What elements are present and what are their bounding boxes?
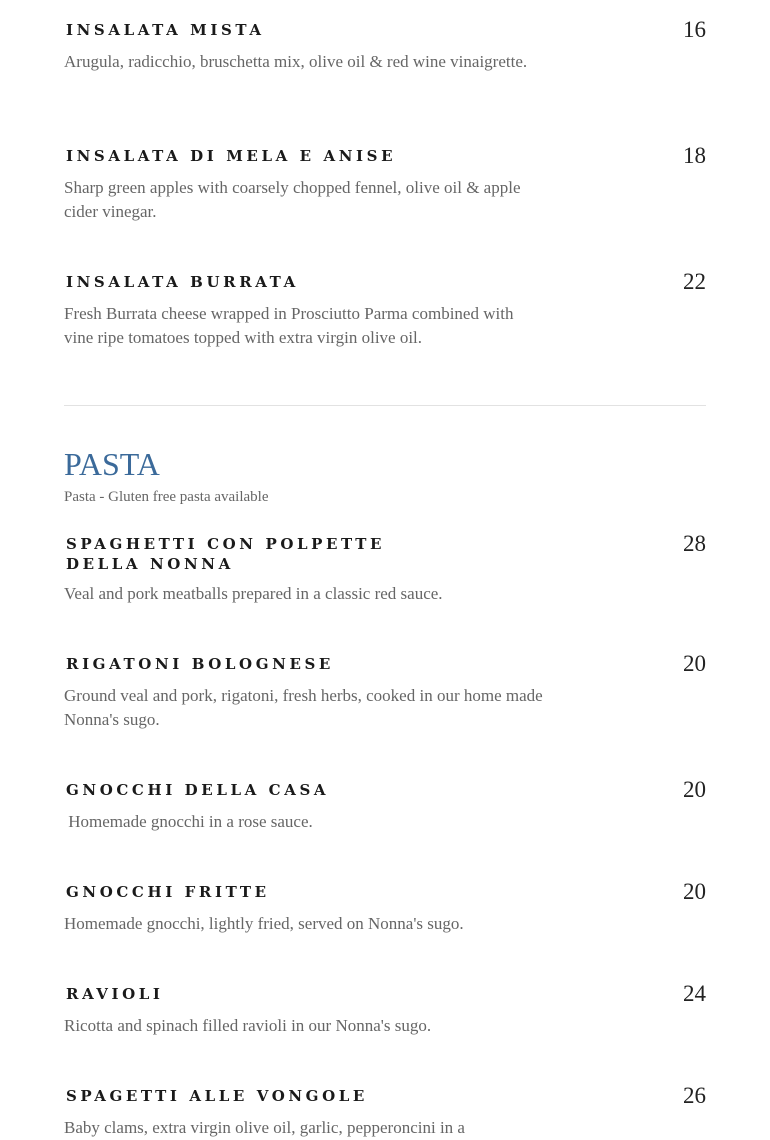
item-name: RIGATONI BOLOGNESE <box>66 655 334 673</box>
item-description: Ground veal and pork, rigatoni, fresh herbs, cooked in our home made Nonna's sugo. <box>64 686 543 729</box>
item-price: 20 <box>683 651 706 676</box>
item-price: 24 <box>683 981 706 1006</box>
item-name: INSALATA MISTA <box>66 21 265 39</box>
item-price: 18 <box>683 143 706 168</box>
item-name: RAVIOLI <box>66 985 164 1003</box>
item-price: 20 <box>683 777 706 802</box>
item-description: Homemade gnocchi in a rose sauce. <box>64 812 313 831</box>
item-description: Veal and pork meatballs prepared in a classic red sauce. <box>64 584 443 603</box>
item-description: Baby clams, extra virgin olive oil, garlic, pepperoncini in a <box>64 1118 465 1137</box>
item-description: Arugula, radicchio, bruschetta mix, olive oil & red wine vinaigrette. <box>64 52 528 71</box>
item-description: Sharp green apples with coarsely chopped fennel, olive oil & apple cider vinegar. <box>64 178 521 221</box>
section-title: PASTA <box>64 446 160 482</box>
item-description: Homemade gnocchi, lightly fried, served on Nonna's sugo. <box>64 914 464 933</box>
item-name: GNOCCHI DELLA CASA <box>66 781 330 799</box>
item-price: 28 <box>683 531 706 556</box>
item-description: Fresh Burrata cheese wrapped in Prosciutto Parma combined with vine ripe tomatoes topped with extra virgin olive oil. <box>64 304 514 347</box>
item-name: GNOCCHI FRITTE <box>66 883 270 901</box>
item-name: INSALATA DI MELA E ANISE <box>66 147 397 165</box>
item-price: 22 <box>683 269 706 294</box>
item-name: INSALATA BURRATA <box>66 273 299 291</box>
item-price: 16 <box>683 17 706 42</box>
item-price: 26 <box>683 1083 706 1108</box>
item-description: Ricotta and spinach filled ravioli in our Nonna's sugo. <box>64 1016 432 1035</box>
item-name: SPAGHETTI CON POLPETTE DELLA NONNA <box>66 535 386 573</box>
item-price: 20 <box>683 879 706 904</box>
section-subtitle: Pasta - Gluten free pasta available <box>64 489 269 505</box>
section-divider <box>64 405 706 406</box>
item-name: SPAGETTI ALLE VONGOLE <box>66 1087 368 1105</box>
